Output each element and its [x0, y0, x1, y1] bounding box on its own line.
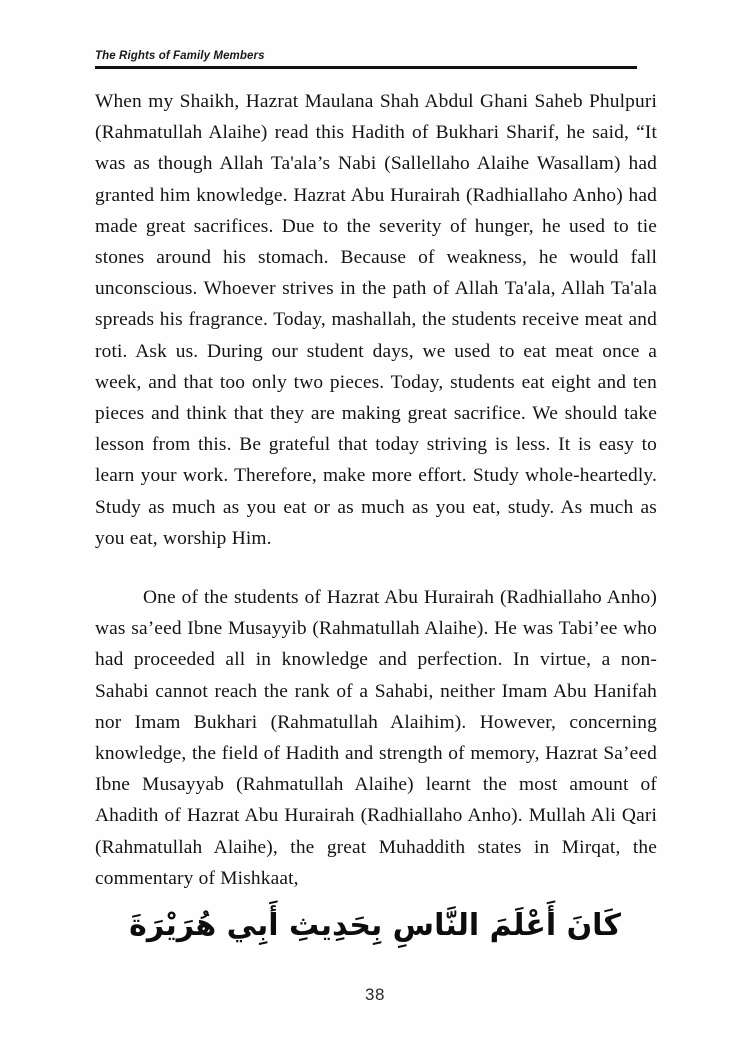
paragraph-spacer — [95, 554, 657, 582]
body-paragraph-1: When my Shaikh, Hazrat Maulana Shah Abdul Ghani Saheb Phulpuri (Rahmatullah Alaihe) read this Hadith of Bukhari Sharif, he said, “It was as though Allah Ta'ala’s Nabi (Sallellaho Alaihe Wasallam) had granted him knowledge. Hazrat Abu Hurairah (Radhiallaho Anho) had made great sacrifices. Due to the severity of hunger, he used to tie stones around his stomach. Because of weakness, he would fall unconscious. Whoever strives in the path of Allah Ta'ala, Allah Ta'ala spreads his fragrance. Today, mashallah, the students receive meat and roti. Ask us. During our student days, we used to eat meat once a week, and that too only two pieces. Today, students eat eight and ten pieces and think that they are making great sacrifice. We should take lesson from this. Be grateful that today striving is less. It is easy to learn your work. Therefore, make more effort. Study whole-heartedly. Study as much as you eat or as much as you eat, study. As much as you eat, worship Him. — [95, 91, 657, 549]
body-text-area — [95, 86, 657, 894]
page-footer — [0, 985, 750, 1005]
arabic-hadith-text: كَانَ أَعْلَمَ النَّاسِ بِحَدِيثِ أَبِي هُرَيْرَةَ — [129, 908, 621, 943]
page-number: 38 — [365, 985, 385, 1004]
body-paragraph-2: One of the students of Hazrat Abu Hurairah (Radhiallaho Anho) was sa’eed Ibne Musayyib (Rahmatullah Alaihe). He was Tabi’ee who had proceeded all in knowledge and perfection. In virtue, a non-Sahabi cannot reach the rank of a Sahabi, neither Imam Abu Hanifah nor Imam Bukhari (Rahmatullah Alaihim). However, concerning knowledge, the field of Hadith and strength of memory, Hazrat Sa’eed Ibne Musayyab (Rahmatullah Alaihe) learnt the most amount of Ahadith of Hazrat Abu Hurairah (Radhiallaho Anho). Mullah Ali Qari (Rahmatullah Alaihe), the great Muhaddith states in Mirqat, the commentary of Mishkaat, — [95, 587, 657, 889]
header-divider-rule — [95, 66, 637, 69]
running-header — [95, 49, 637, 69]
running-header-title: The Rights of Family Members — [95, 50, 265, 62]
arabic-quotation-block — [0, 896, 750, 956]
